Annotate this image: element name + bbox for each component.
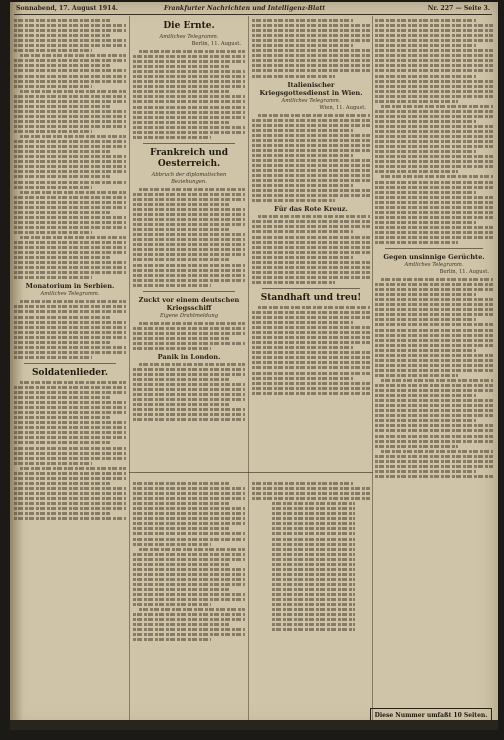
column-4-text-top [375,19,493,244]
article-subheading: Eigene Drahtmeldung [159,312,219,319]
page-bottom-edge [10,720,498,730]
lower-left-text [133,480,245,644]
column-1 [14,17,126,725]
header-masthead: Frankfurter Nachrichten und Intelligenz-Blatt [164,5,326,12]
article-subheading: Abbruch der diplomatischen Beziehungen. [151,171,227,185]
article-heading: Italienischer Kriegsgottesdienst in Wien. [259,80,363,97]
column-3-text-top [252,19,370,78]
article-dateline: Berlin, 11. August. [439,269,489,276]
article-heading: Monatorium in Serbien. [25,282,115,291]
column-3-text-a [252,114,370,203]
lower-right-text [252,480,370,633]
section-divider [129,472,373,473]
article-separator [262,288,360,289]
column-4 [375,17,493,705]
column-2-text-a [133,50,245,139]
article-separator [143,291,235,292]
column-3 [252,17,370,477]
column-1-text-mid [14,300,126,359]
column-2 [133,17,245,477]
article-separator [143,143,235,144]
column-rule [372,16,373,728]
article-heading: Standhaft und treu! [260,292,362,303]
article-subheading: Amtliches Telegramm. [159,34,219,40]
column-2-text-b [133,188,245,287]
column-4-text-bottom [375,278,493,478]
article-heading: Für das Rote Kreuz. [274,205,348,214]
column-3-text-c [252,306,370,395]
article-heading: Panik in London. [157,352,221,361]
header-date: Sonnabend, 17. August 1914. [16,5,118,12]
column-1-text-bottom [14,381,126,520]
column-rule [129,16,130,728]
article-dateline: Berlin, 11. August. [191,41,241,47]
article-heading: Soldatenlieder. [31,367,109,378]
article-subheading: Amtliches Telegramm. [404,262,464,269]
article-dateline: Wien, 11. August. [319,104,366,111]
page-header [14,4,492,15]
article-heading: Die Ernte. [163,21,215,31]
article-separator [24,363,116,364]
article-subheading: Amtliches Telegramm. [281,97,341,104]
issue-page-count-note: Diese Nummer umfaßt 10 Seiten. [370,708,492,724]
header-page-number: Nr. 227 — Seite 3. [427,5,490,12]
newspaper-page [10,2,498,730]
article-heading: Frankreich und Oesterreich. [149,147,228,169]
column-1-text-top [14,19,126,279]
article-separator [385,248,483,249]
article-heading: Zuckt vor einem deutschen Kriegsschiff [138,295,240,312]
article-subheading: Amtliches Telegramm. [40,291,100,298]
article-heading: Gegen unsinnige Gerüchte. [383,253,485,262]
column-3-text-b [252,215,370,284]
column-2-text-d [133,363,245,422]
column-2-text-c [133,322,245,350]
lower-center-block [133,480,371,712]
